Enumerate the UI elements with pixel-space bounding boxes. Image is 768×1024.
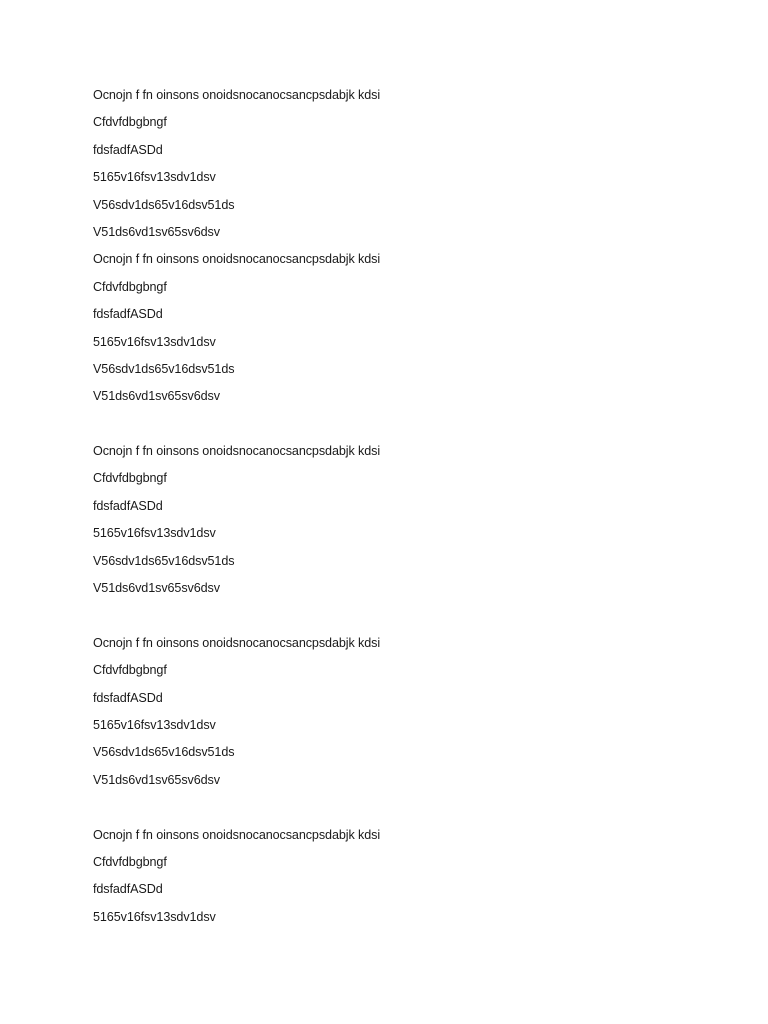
text-line: Cfdvfdbgbngf [93,279,167,294]
text-line: Ocnojn f fn oinsons onoidsnocanocsancpsdabjk kdsi [93,88,381,102]
text-line: Ocnojn f fn oinsons onoidsnocanocsancpsdabjk kdsi [93,635,381,650]
text-line: Ocnojn f fn oinsons onoidsnocanocsancpsdabjk kdsi [93,827,381,842]
text-line: fdsfadfASDd [93,882,163,897]
text-line: V56sdv1ds65v16dsv51ds [93,553,235,568]
blank-line [93,606,713,633]
text-line: V56sdv1ds65v16dsv51ds [93,361,235,376]
text-line: 5165v16fsv13sdv1dsv [93,526,216,541]
text-line: 5165v16fsv13sdv1dsv [93,334,216,349]
text-line: Ocnojn f fn oinsons onoidsnocanocsancpsdabjk kdsi [93,444,381,459]
text-line: V51ds6vd1sv65sv6dsv [93,224,220,239]
text-line: V51ds6vd1sv65sv6dsv [93,772,220,787]
text-line: Cfdvfdbgbngf [93,663,167,678]
text-line: fdsfadfASDd [93,690,163,705]
text-line: V56sdv1ds65v16dsv51ds [93,745,235,760]
text-line: fdsfadfASDd [93,142,163,157]
text-line: V56sdv1ds65v16dsv51ds [93,197,235,212]
text-line: Cfdvfdbgbngf [93,854,167,869]
text-line: Ocnojn f fn oinsons onoidsnocanocsancpsdabjk kdsi [93,252,381,267]
text-line: Cfdvfdbgbngf [93,471,167,486]
text-line: 5165v16fsv13sdv1dsv [93,717,216,732]
text-line: V51ds6vd1sv65sv6dsv [93,389,220,404]
blank-line [93,798,713,825]
text-line: V51ds6vd1sv65sv6dsv [93,581,220,596]
text-line: 5165v16fsv13sdv1dsv [93,170,216,185]
text-line: fdsfadfASDd [93,498,163,513]
text-line: fdsfadfASDd [93,307,163,322]
document-body [93,86,713,935]
text-line: 5165v16fsv13sdv1dsv [93,909,216,924]
blank-line [93,415,713,442]
text-line: Cfdvfdbgbngf [93,115,167,130]
